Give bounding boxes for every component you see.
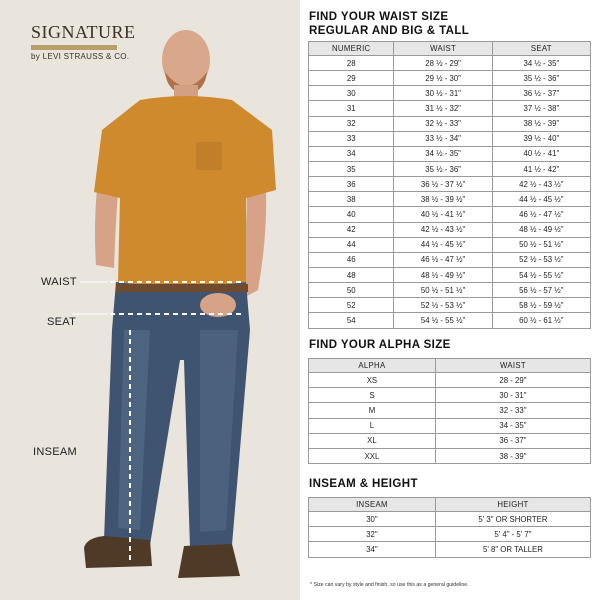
table-row [309,101,591,116]
table-row [309,512,591,527]
table-cell: 38 [309,192,394,207]
header-height: HEIGHT [435,498,590,512]
brand-name: SIGNATURE [31,22,136,42]
table-cell: 34 - 35" [435,418,590,433]
table-row [309,448,591,463]
table-row [309,146,591,161]
table-row [309,252,591,267]
table-cell: 42 [309,222,394,237]
table-cell: 58 ½ - 59 ½" [492,298,590,313]
table-cell: 40 ½ - 41" [492,146,590,161]
table-row [309,56,591,71]
header-waist: WAIST [394,42,492,56]
table-cell: 36 ½ - 37 ½" [394,177,492,192]
table-cell: 32 - 33" [435,403,590,418]
table-cell: S [309,388,436,403]
header-seat: SEAT [492,42,590,56]
table-cell: 54 ½ - 55 ½" [394,313,492,328]
table-header-row [309,359,591,373]
table-row [309,403,591,418]
size-charts [304,0,596,600]
table-cell: 54 ½ - 55 ½" [492,267,590,282]
brand-sub: by LEVI STRAUSS & CO. [31,52,130,61]
table-cell: 40 ½ - 41 ½" [394,207,492,222]
table-row [309,313,591,328]
table-row [309,542,591,557]
table-cell: 48 ½ - 49 ½" [492,222,590,237]
table-cell: 44 [309,237,394,252]
table-cell: M [309,403,436,418]
table-row [309,161,591,176]
table-row [309,131,591,146]
table-cell: 28 ½ - 29" [394,56,492,71]
table-cell: 38 ½ - 39 ½" [394,192,492,207]
table-row [309,373,591,388]
table-cell: 30 ½ - 31" [394,86,492,101]
table-header-row [309,42,591,56]
table-cell: 28 - 29" [435,373,590,388]
header-alpha-waist: WAIST [435,359,590,373]
footnote: * Size can vary by style and finish, so use this as a general guideline. [310,582,469,588]
table-cell: 48 [309,267,394,282]
table-cell: 33 ½ - 34" [394,131,492,146]
model-shirt-pocket [196,142,222,170]
table-row [309,267,591,282]
model-right-boot [178,544,240,578]
table-cell: 42 ½ - 43 ½" [492,177,590,192]
table-row [309,71,591,86]
table-row [309,222,591,237]
table-header-row [309,498,591,512]
table-row [309,207,591,222]
table-cell: 48 ½ - 49 ½" [394,267,492,282]
table-row [309,237,591,252]
model-left-boot [84,536,152,568]
table-cell: 46 ½ - 47 ½" [394,252,492,267]
table-cell: 46 [309,252,394,267]
table-cell: 42 ½ - 43 ½" [394,222,492,237]
table-cell: 36 ½ - 37" [492,86,590,101]
table-cell: 50 ½ - 51 ½" [492,237,590,252]
table-cell: 31 [309,101,394,116]
table-cell: 32 [309,116,394,131]
table-cell: 34 ½ - 35" [394,146,492,161]
inseam-label: INSEAM [33,446,77,458]
table-row [309,192,591,207]
table-row [309,116,591,131]
table-cell: 37 ½ - 38" [492,101,590,116]
alpha-size-table [308,358,591,464]
table-row [309,433,591,448]
waist-label: WAIST [41,276,77,288]
table-cell: XXL [309,448,436,463]
table-cell: 35 ½ - 36" [394,161,492,176]
table-row [309,86,591,101]
table-cell: 34 ½ - 35" [492,56,590,71]
alpha-section-title: FIND YOUR ALPHA SIZE [309,339,451,351]
table-cell: XS [309,373,436,388]
table-cell: 40 [309,207,394,222]
table-cell: 30 - 31" [435,388,590,403]
model-belt [116,284,248,292]
table-cell: 36 [309,177,394,192]
table-cell: 60 ½ - 61 ½" [492,313,590,328]
table-cell: 35 [309,161,394,176]
waist-section-title [309,10,469,38]
table-cell: 44 ½ - 45 ½" [492,192,590,207]
table-cell: 38 - 39" [435,448,590,463]
table-row [309,177,591,192]
table-cell: 5' 3" OR SHORTER [435,512,590,527]
table-cell: 29 ½ - 30" [394,71,492,86]
table-cell: 32" [309,527,436,542]
table-cell: 5' 4" - 5' 7" [435,527,590,542]
table-cell: 31 ½ - 32" [394,101,492,116]
table-cell: L [309,418,436,433]
table-cell: 5' 8" OR TALLER [435,542,590,557]
table-row [309,298,591,313]
table-row [309,388,591,403]
table-cell: 29 [309,71,394,86]
header-inseam: INSEAM [309,498,436,512]
table-row [309,283,591,298]
table-row [309,527,591,542]
table-cell: 35 ½ - 36" [492,71,590,86]
table-cell: 56 ½ - 57 ½" [492,283,590,298]
header-alpha: ALPHA [309,359,436,373]
table-cell: 50 ½ - 51 ½" [394,283,492,298]
waist-title-line1: FIND YOUR WAIST SIZE [309,11,449,23]
seat-label: SEAT [47,316,77,328]
table-cell: 34" [309,542,436,557]
table-cell: 46 ½ - 47 ½" [492,207,590,222]
table-cell: 52 ½ - 53 ½" [492,252,590,267]
table-cell: XL [309,433,436,448]
table-cell: 34 [309,146,394,161]
waist-size-table [308,41,591,329]
table-cell: 30 [309,86,394,101]
table-cell: 52 ½ - 53 ½" [394,298,492,313]
table-cell: 30" [309,512,436,527]
header-numeric: NUMERIC [309,42,394,56]
table-cell: 32 ½ - 33" [394,116,492,131]
table-cell: 38 ½ - 39" [492,116,590,131]
inseam-section-title: INSEAM & HEIGHT [309,478,418,490]
waist-title-line2: REGULAR AND BIG & TALL [309,25,470,37]
table-cell: 28 [309,56,394,71]
table-cell: 41 ½ - 42" [492,161,590,176]
table-cell: 39 ½ - 40" [492,131,590,146]
table-cell: 52 [309,298,394,313]
table-cell: 54 [309,313,394,328]
table-cell: 44 ½ - 45 ½" [394,237,492,252]
table-cell: 36 - 37" [435,433,590,448]
table-row [309,418,591,433]
table-cell: 33 [309,131,394,146]
table-cell: 50 [309,283,394,298]
inseam-height-table [308,497,591,558]
